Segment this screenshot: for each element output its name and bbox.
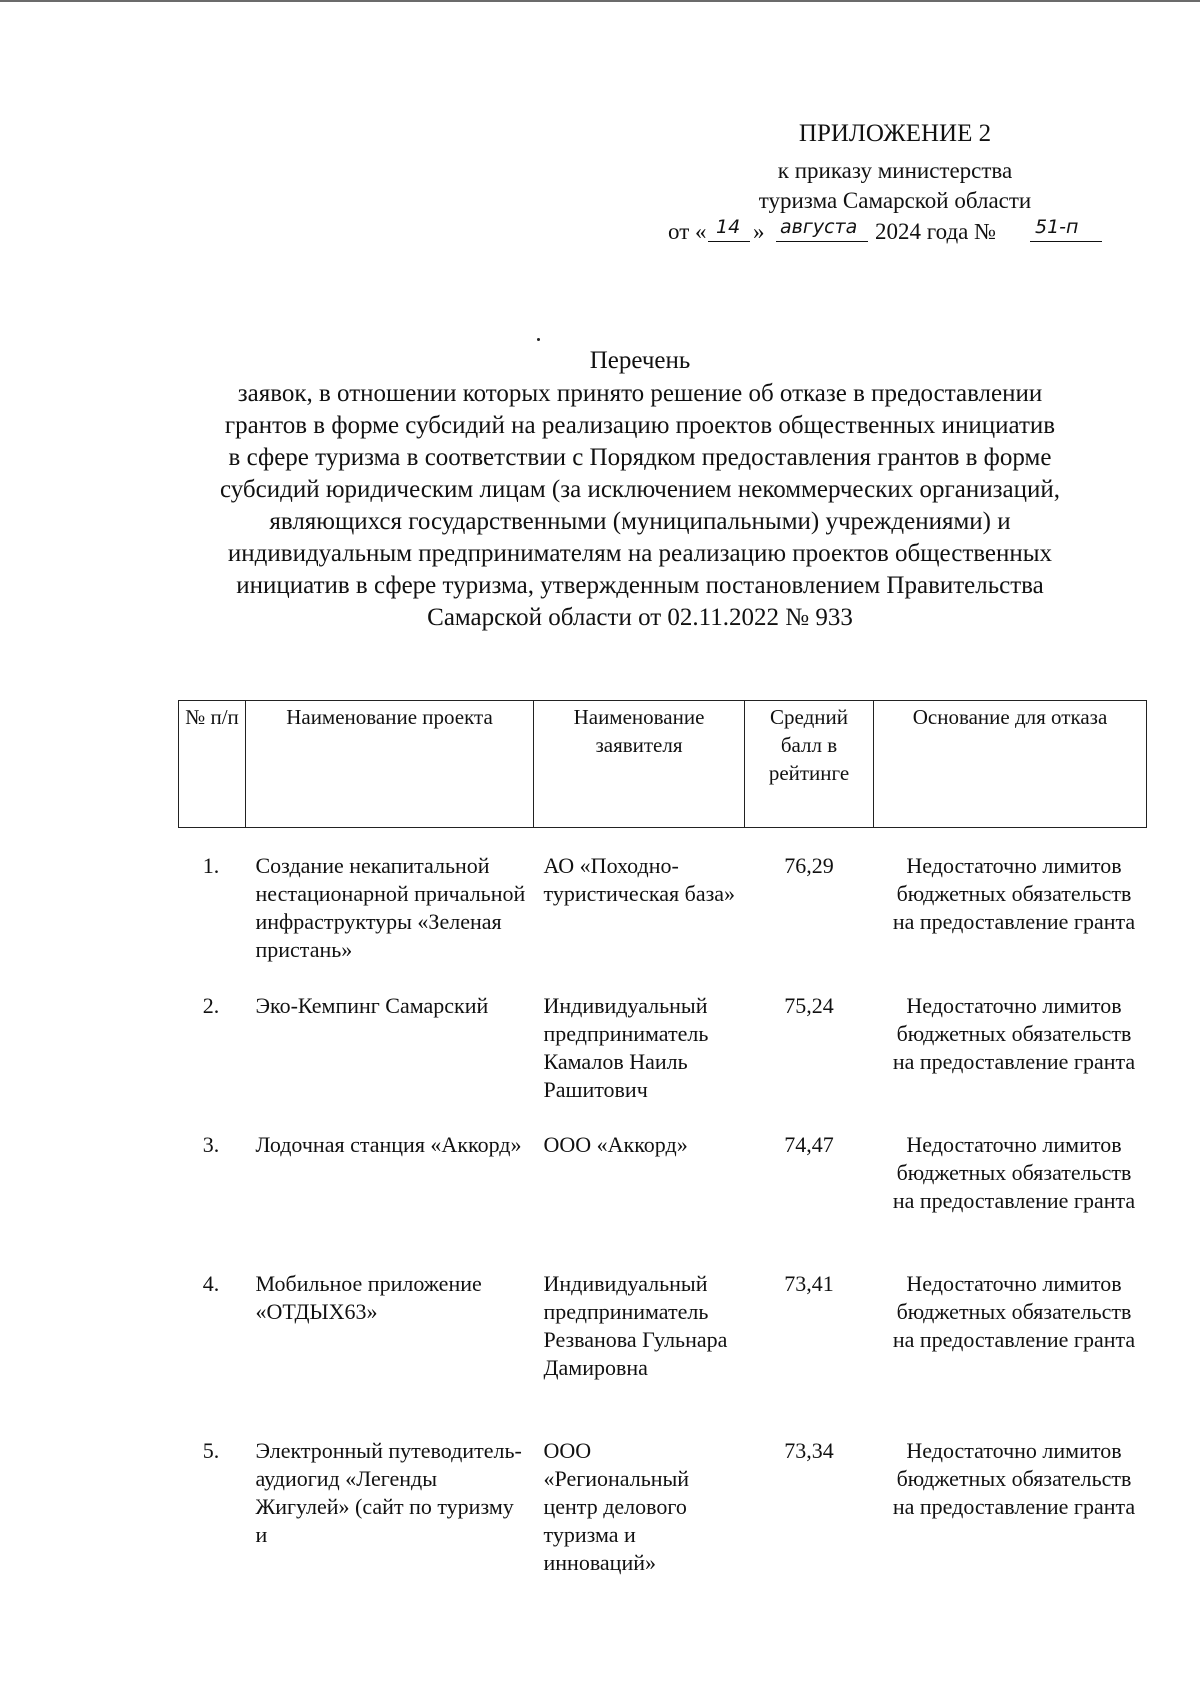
- row-applicant: АО «Походно-туристическая база»: [543, 853, 736, 906]
- row-score: 73,41: [784, 1271, 834, 1296]
- handwritten-day: 14: [716, 216, 741, 238]
- row-project: Мобильное приложение «ОТДЫХ63»: [255, 1271, 482, 1324]
- row-reason: Недостаточно лимитов бюджетных обязательств на предоставление гранта: [892, 1438, 1136, 1519]
- row-number: 5.: [202, 1438, 220, 1463]
- row-score: 74,47: [784, 1132, 834, 1157]
- description-line: грантов в форме субсидий на реализацию проектов общественных инициатив: [224, 412, 1056, 439]
- row-applicant: Индивидуальный предприниматель Камалов Наиль Рашитович: [543, 993, 709, 1102]
- stray-dot: [537, 338, 540, 341]
- description-line: субсидий юридическим лицам (за исключением некоммерческих организаций,: [220, 476, 1060, 503]
- number-underline: [1030, 241, 1102, 242]
- list-title: Перечень: [589, 347, 691, 374]
- table-row: [179, 828, 1147, 993]
- header-applicant: Наименование заявителя: [534, 701, 745, 828]
- description-line: Самарской области от 02.11.2022 № 933: [427, 604, 853, 631]
- appendix-title: ПРИЛОЖЕНИЕ 2: [798, 120, 992, 147]
- description-line: в сфере туризма в соответствии с Порядком предоставления грантов в форме: [228, 444, 1052, 471]
- table-row: [179, 1435, 1147, 1577]
- date-year: 2024 года №: [875, 219, 997, 244]
- handwritten-number: 51-п: [1035, 216, 1079, 238]
- row-applicant: Индивидуальный предприниматель Резванова Гульнара Дамировна: [543, 1271, 728, 1380]
- row-number: 1.: [202, 853, 220, 878]
- row-project: Эко-Кемпинг Самарский: [255, 993, 489, 1018]
- table-row: [179, 1129, 1147, 1268]
- list-description: [170, 378, 1110, 634]
- header-project: Наименование проекта: [246, 701, 534, 828]
- row-project: Создание некапитальной нестационарной причальной инфраструктуры «Зеленая пристань»: [255, 853, 526, 962]
- header-score: Средний балл в рейтинге: [745, 701, 874, 828]
- row-number: 3.: [202, 1132, 220, 1157]
- row-score: 75,24: [784, 993, 834, 1018]
- row-score: 76,29: [784, 853, 834, 878]
- row-reason: Недостаточно лимитов бюджетных обязательств на предоставление гранта: [892, 853, 1136, 934]
- row-score: 73,34: [784, 1438, 834, 1463]
- row-reason: Недостаточно лимитов бюджетных обязательств на предоставление гранта: [892, 1271, 1136, 1352]
- appendix-date-line: [660, 215, 1130, 248]
- page-top-border: [0, 0, 1200, 2]
- month-underline: [776, 241, 868, 242]
- description-line: индивидуальным предпринимателям на реализацию проектов общественных: [227, 540, 1053, 567]
- row-project: Электронный путеводитель-аудиогид «Легенды Жигулей» (сайт по туризму и: [255, 1438, 522, 1547]
- row-project: Лодочная станция «Аккорд»: [255, 1132, 522, 1157]
- row-reason: Недостаточно лимитов бюджетных обязательств на предоставление гранта: [892, 993, 1136, 1074]
- header-reason: Основание для отказа: [874, 701, 1147, 828]
- table-header-row: [179, 701, 1147, 828]
- rejected-applications-table: [178, 700, 1147, 1577]
- row-applicant: ООО «Аккорд»: [543, 1132, 688, 1157]
- description-line: заявок, в отношении которых принято решение об отказе в предоставлении: [237, 380, 1043, 407]
- table-row: [179, 1268, 1147, 1435]
- day-underline: [708, 241, 750, 242]
- row-applicant: ООО «Региональный центр делового туризма и инноваций»: [543, 1438, 690, 1575]
- row-number: 4.: [202, 1271, 220, 1296]
- description-line: являющихся государственными (муниципальными) учреждениями) и: [269, 508, 1011, 535]
- header-number: № п/п: [179, 701, 246, 828]
- date-mid: »: [753, 219, 765, 244]
- row-reason: Недостаточно лимитов бюджетных обязательств на предоставление гранта: [892, 1132, 1136, 1213]
- appendix-line-2: туризма Самарской области: [758, 188, 1032, 213]
- description-line: инициатив в сфере туризма, утвержденным постановлением Правительства: [236, 572, 1044, 599]
- handwritten-month: августа: [780, 216, 858, 238]
- row-number: 2.: [202, 993, 220, 1018]
- appendix-line-1: к приказу министерства: [777, 158, 1013, 183]
- date-prefix: от «: [668, 219, 707, 244]
- table-row: [179, 992, 1147, 1129]
